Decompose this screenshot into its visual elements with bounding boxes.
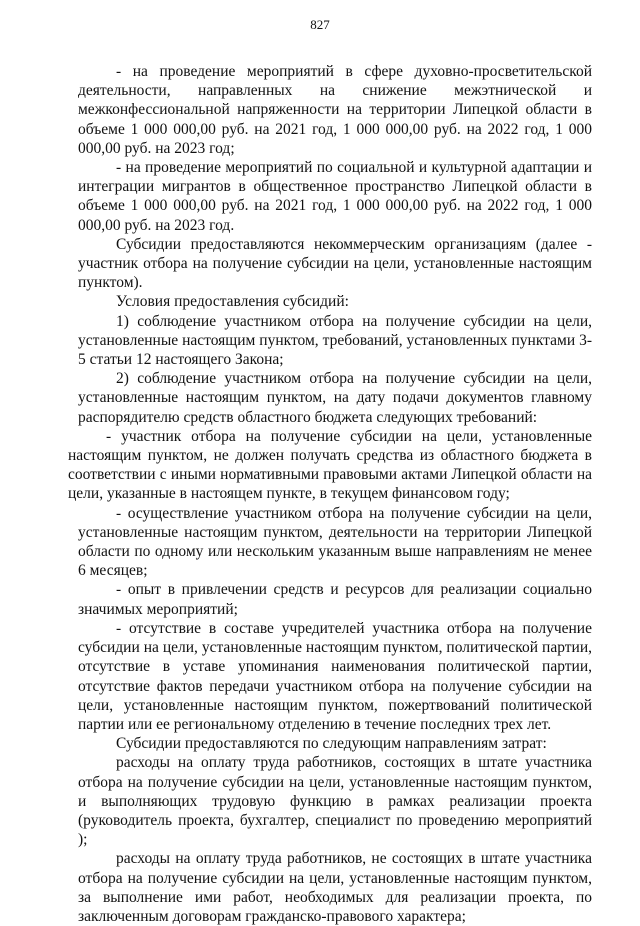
paragraph-conditions-heading: Условия предоставления субсидий: bbox=[116, 293, 349, 311]
document-body bbox=[68, 62, 592, 926]
paragraph-subsidy-recipients: Субсидии предоставляются некоммерческим организациям (далее - участник отбора на получение субсидии на цели, установленные настоящим пунктом). bbox=[78, 235, 592, 292]
paragraph-requirement-activity-duration: - осуществление участником отбора на получение субсидии на цели, установленные настоящим пунктом, деятельности на территории Липецкой области по одному или нескольким указанным выше направлениям не менее 6 месяцев; bbox=[78, 504, 592, 580]
paragraph-condition-1: 1) соблюдение участником отбора на получение субсидии на цели, установленные настоящим пунктом, требований, установленных пунктами 3-5 статьи 12 настоящего Закона; bbox=[78, 312, 592, 369]
paragraph-requirement-no-other-funds: - участник отбора на получение субсидии на цели, установленные настоящим пунктом, не должен получать средства из областного бюджета в соответствии с иными нормативными правовыми актами Липецкой области на цели, указанные в настоящем пункте, в текущем финансовом году; bbox=[68, 427, 592, 503]
paragraph-cost-staff-salaries: расходы на оплату труда работников, состоящих в штате участника отбора на получение субсидии на цели, установленные настоящим пунктом, и выполняющих трудовую функцию в рамках реализации проекта (руководитель проекта, бухгалтер, специалист по проведению мероприятий ); bbox=[78, 754, 592, 849]
paragraph-spiritual-education-funding: - на проведение мероприятий в сфере духовно-просветительской деятельности, направленных на снижение межэтнической и межконфессиональной напряженности на территории Липецкой области в объеме 1 000 000,00 руб. на 2021 год, 1 000 000,00 руб. на 2022 год, 1 000 000,00 руб. на 2023 год; bbox=[78, 63, 592, 157]
page-number: 827 bbox=[310, 17, 330, 32]
paragraph-cost-contractor-salaries: расходы на оплату труда работников, не состоящих в штате участника отбора на получение субсидии на цели, установленные настоящим пунктом, за выполнение ими работ, необходимых для реализации проекта, по заключенным договорам гражданско-правового характера; bbox=[78, 850, 592, 925]
paragraph-migrant-adaptation-funding: - на проведение мероприятий по социальной и культурной адаптации и интеграции мигрантов в общественное пространство Липецкой области в объеме 1 000 000,00 руб. на 2021 год, 1 000 000,00 руб. на 2022 год, 1 000 000,00 руб. на 2023 год. bbox=[78, 159, 592, 234]
paragraph-requirement-no-political-party: - отсутствие в составе учредителей участника отбора на получение субсидии на цели, установленные настоящим пунктом, политической партии, отсутствие в уставе упоминания наименования политической партии, отсутствие фактов передачи участником отбора на получение субсидии на цели, установленные настоящим пунктом, пожертвований политической партии или ее региональному отделению в течение последних трех лет. bbox=[78, 619, 592, 733]
paragraph-requirement-experience: - опыт в привлечении средств и ресурсов для реализации социально значимых мероприятий; bbox=[78, 581, 592, 618]
paragraph-condition-2: 2) соблюдение участником отбора на получение субсидии на цели, установленные настоящим пунктом, на дату подачи документов главному распорядителю средств областного бюджета следующих требований: bbox=[78, 370, 592, 426]
paragraph-cost-directions-heading: Субсидии предоставляются по следующим направлениям затрат: bbox=[116, 735, 547, 753]
